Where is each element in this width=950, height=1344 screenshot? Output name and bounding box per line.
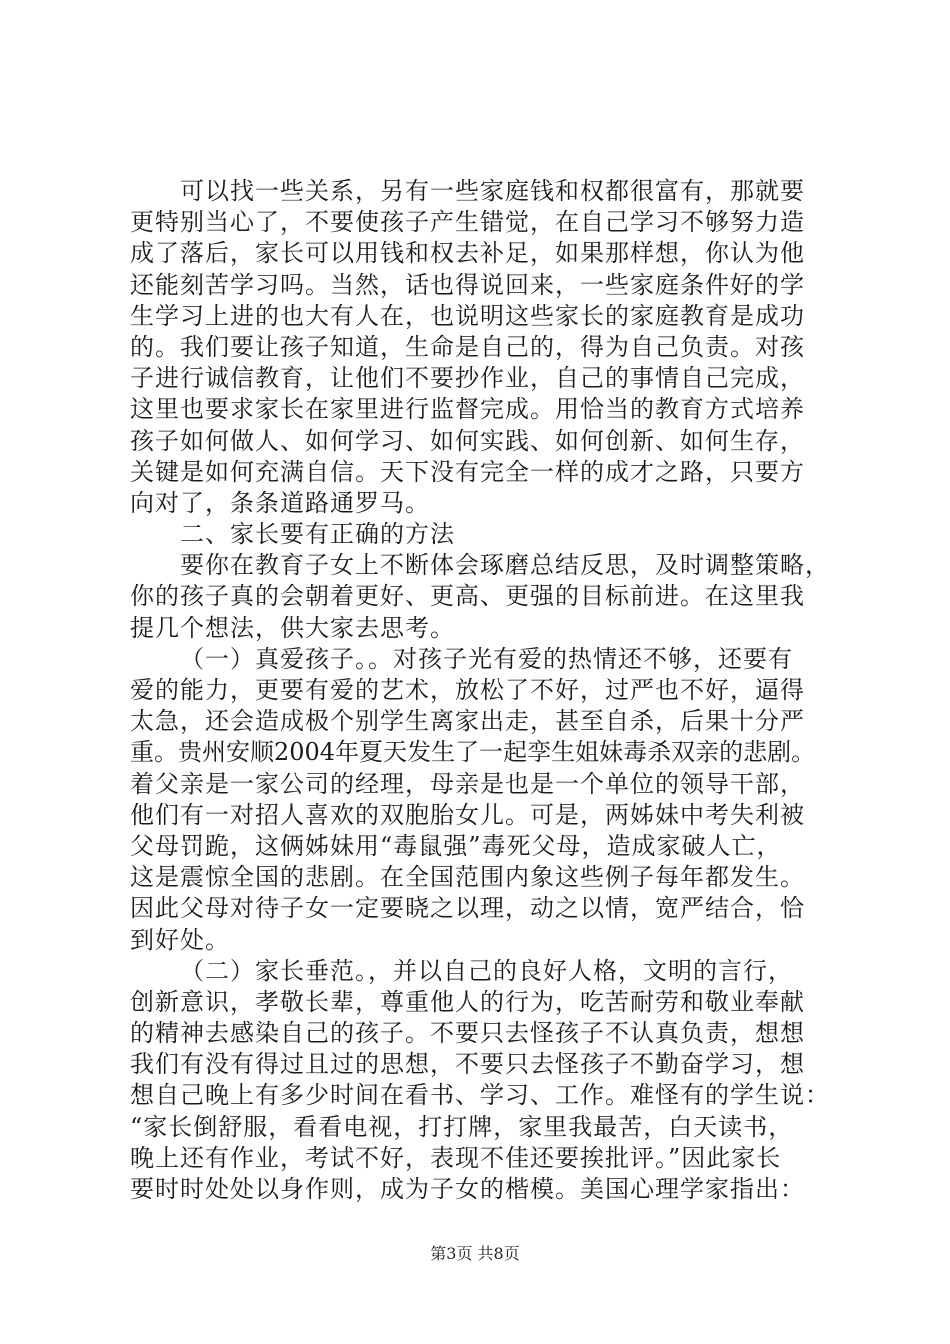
paragraph-line: 父母罚跪，这俩姊妹用“毒鼠强”毒死父母，造成家破人亡，	[130, 831, 782, 860]
body-text	[130, 176, 840, 1205]
paragraph-line: 还能刻苦学习吗。当然，话也得说回来，一些家庭条件好的学	[130, 270, 805, 299]
paragraph-line: 重。贵州安顺2004年夏天发生了一起孪生姐妹毒杀双亲的悲剧。	[130, 738, 816, 767]
paragraph-line: 他们有一对招人喜欢的双胞胎女儿。可是，两姊妹中考失利被	[130, 800, 805, 829]
paragraph-line: 想自己晚上有多少时间在看书、学习、工作。难怪有的学生说：	[130, 1081, 830, 1110]
paragraph-line: 子进行诚信教育，让他们不要抄作业，自己的事情自己完成，	[130, 364, 805, 393]
paragraph-line: 因此父母对待子女一定要晓之以理，动之以情，宽严结合，恰	[130, 894, 805, 923]
paragraph-line: 晚上还有作业，考试不好，表现不佳还要挨批评。”因此家长	[130, 1143, 782, 1172]
paragraph-line: 向对了，条条道路通罗马。	[130, 488, 430, 517]
paragraph-line: 你的孩子真的会朝着更好、更高、更强的目标前进。在这里我	[130, 582, 805, 611]
paragraph-line: 要时时处处以身作则，成为子女的楷模。美国心理学家指出：	[130, 1175, 805, 1203]
paragraph-line: “家长倒舒服，看看电视，打打牌，家里我最苦，白天读书，	[130, 1112, 794, 1141]
paragraph-line: 更特别当心了，不要使孩子产生错觉，在自己学习不够努力造	[130, 208, 805, 237]
paragraph-line: 可以找一些关系，另有一些家庭钱和权都很富有，那就要	[180, 177, 805, 205]
paragraph-line: 我们有没有得过且过的思想，不要只去怪孩子不勤奋学习，想	[130, 1050, 805, 1079]
paragraph-line: 太急，还会造成极个别学生离家出走，甚至自杀，后果十分严	[130, 707, 805, 736]
paragraph-line: 孩子如何做人、如何学习、如何实践、如何创新、如何生存，	[130, 426, 805, 455]
paragraph-line: 爱的能力，更要有爱的艺术，放松了不好，过严也不好，逼得	[130, 676, 805, 704]
paragraph-line: 着父亲是一家公司的经理，母亲是也是一个单位的领导干部，	[130, 769, 805, 798]
page-footer: 第3页 共8页	[430, 1244, 520, 1263]
paragraph-line: 这里也要求家长在家里进行监督完成。用恰当的教育方式培养	[130, 395, 805, 424]
paragraph-line: 提几个想法，供大家去思考。	[130, 613, 455, 642]
paragraph-line: 关键是如何充满自信。天下没有完全一样的成才之路，只要方	[130, 457, 805, 486]
paragraph-line: 的精神去感染自己的孩子。不要只去怪孩子不认真负责，想想	[130, 1019, 805, 1048]
paragraph-line: 创新意识，孝敬长辈，尊重他人的行为，吃苦耐劳和敬业奉献	[130, 987, 805, 1016]
section-heading: 二、家长要有正确的方法	[180, 520, 455, 549]
paragraph-line: 要你在教育子女上不断体会琢磨总结反思，及时调整策略，	[180, 551, 830, 580]
paragraph-line: 这是震惊全国的悲剧。在全国范围内象这些例子每年都发生。	[130, 863, 805, 892]
paragraph-line: 的。我们要让孩子知道，生命是自己的，得为自己负责。对孩	[130, 332, 805, 361]
paragraph-line: 成了落后，家长可以用钱和权去补足，如果那样想，你认为他	[130, 239, 805, 268]
paragraph-line: 生学习上进的也大有人在，也说明这些家长的家庭教育是成功	[130, 301, 805, 330]
paragraph-line: 到好处。	[130, 925, 230, 954]
subsection-line: （二）家长垂范。，并以自己的良好人格，文明的言行，	[180, 956, 793, 985]
subsection-line: （一）真爱孩子。。对孩子光有爱的热情还不够，还要有	[180, 644, 793, 673]
